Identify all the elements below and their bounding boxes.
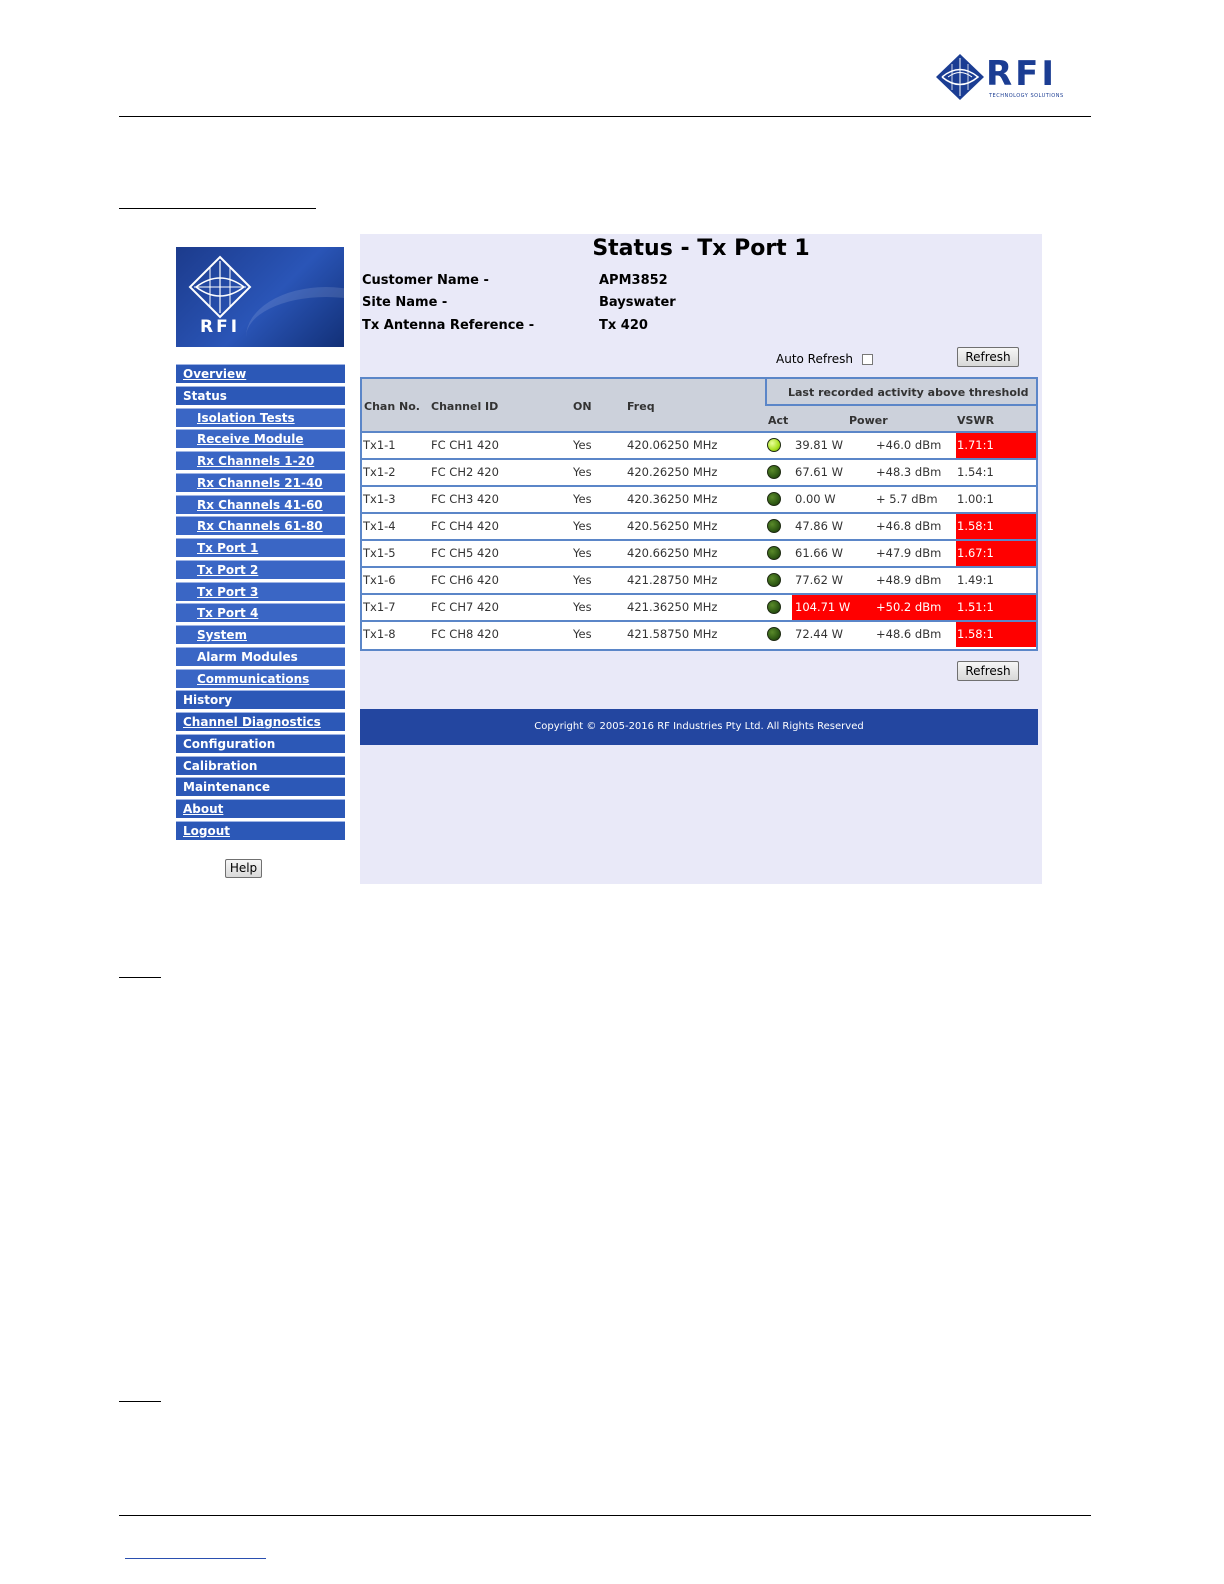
help-button[interactable]: Help bbox=[225, 859, 262, 878]
activity-led-icon bbox=[767, 492, 781, 506]
sidebar-item-communications[interactable] bbox=[176, 669, 345, 688]
sidebar-item-rx-channels-1-20[interactable] bbox=[176, 451, 345, 470]
sidebar-item-calibration[interactable] bbox=[176, 756, 345, 775]
cell-power-watts: 61.66 W bbox=[795, 546, 843, 560]
sidebar-item-maintenance[interactable] bbox=[176, 777, 345, 796]
cell-freq: 421.36250 MHz bbox=[627, 600, 718, 614]
cell-freq: 420.56250 MHz bbox=[627, 519, 718, 533]
rfi-diamond-icon bbox=[934, 52, 986, 102]
cell-freq: 421.28750 MHz bbox=[627, 573, 718, 587]
app-logo-text: RFI bbox=[200, 317, 241, 337]
status-panel bbox=[360, 234, 1042, 884]
table-row bbox=[362, 512, 1036, 539]
web-ui-screenshot bbox=[176, 234, 1042, 884]
antenna-diamond-icon bbox=[188, 255, 252, 319]
table-row bbox=[362, 485, 1036, 512]
sidebar-item-label: Rx Channels 41-60 bbox=[197, 497, 323, 512]
table-row bbox=[362, 458, 1036, 485]
cell-freq: 420.06250 MHz bbox=[627, 438, 718, 452]
table-row bbox=[362, 566, 1036, 593]
cell-channel-id: FC CH5 420 bbox=[431, 546, 499, 560]
cell-freq: 420.66250 MHz bbox=[627, 546, 718, 560]
cell-freq: 421.58750 MHz bbox=[627, 627, 718, 641]
sidebar-item-label: Maintenance bbox=[183, 780, 271, 795]
sidebar-item-label: Alarm Modules bbox=[197, 649, 298, 664]
cell-power-dbm: +47.9 dBm bbox=[876, 546, 942, 560]
sidebar-item-channel-diagnostics[interactable] bbox=[176, 712, 345, 731]
sidebar-item-label: Overview bbox=[183, 367, 247, 381]
antenna-reference-label: Tx Antenna Reference - bbox=[362, 318, 535, 333]
cell-channel-id: FC CH2 420 bbox=[431, 465, 499, 479]
col-chan-no: Chan No. bbox=[364, 400, 420, 413]
col-vswr: VSWR bbox=[957, 414, 995, 427]
header-rule bbox=[119, 116, 1091, 117]
cell-power-watts: 72.44 W bbox=[795, 627, 843, 641]
cell-chan-no: Tx1-5 bbox=[363, 546, 396, 560]
sidebar-item-rx-channels-41-60[interactable] bbox=[176, 495, 345, 514]
cell-vswr: 1.54:1 bbox=[957, 465, 994, 479]
refresh-button-bottom[interactable]: Refresh bbox=[957, 661, 1019, 681]
table-row bbox=[362, 431, 1036, 458]
col-channel-id: Channel ID bbox=[431, 400, 499, 413]
sidebar-item-rx-channels-21-40[interactable] bbox=[176, 473, 345, 492]
cell-vswr: 1.49:1 bbox=[957, 573, 994, 587]
sidebar-item-label: Tx Port 1 bbox=[197, 541, 259, 555]
table-header bbox=[362, 379, 1036, 431]
col-act: Act bbox=[768, 414, 789, 427]
site-name-value: Bayswater bbox=[599, 295, 676, 310]
cell-chan-no: Tx1-8 bbox=[363, 627, 396, 641]
sidebar-item-label: Logout bbox=[183, 823, 231, 838]
sidebar-item-label: System bbox=[197, 628, 247, 642]
cell-chan-no: Tx1-6 bbox=[363, 573, 396, 587]
sidebar-item-label: Receive Module bbox=[197, 432, 304, 447]
activity-led-icon bbox=[767, 519, 781, 533]
sidebar-item-history[interactable] bbox=[176, 690, 345, 709]
sidebar-item-label: About bbox=[183, 802, 224, 816]
cell-power-dbm: +48.3 dBm bbox=[876, 465, 942, 479]
cell-freq: 420.26250 MHz bbox=[627, 465, 718, 479]
col-on: ON bbox=[573, 400, 592, 413]
activity-led-icon bbox=[767, 600, 781, 614]
sidebar-item-tx-port-1[interactable] bbox=[176, 538, 345, 557]
cell-on: Yes bbox=[573, 573, 592, 587]
sidebar-item-label: Rx Channels 1-20 bbox=[197, 454, 315, 468]
cell-power-watts: 67.61 W bbox=[795, 465, 843, 479]
cell-channel-id: FC CH1 420 bbox=[431, 438, 499, 452]
activity-led-icon bbox=[767, 546, 781, 560]
cell-on: Yes bbox=[573, 465, 592, 479]
cell-power-dbm: +48.9 dBm bbox=[876, 573, 942, 587]
antenna-reference-value: Tx 420 bbox=[599, 318, 648, 333]
sidebar-item-label: Configuration bbox=[183, 736, 276, 751]
table-row bbox=[362, 539, 1036, 566]
cell-chan-no: Tx1-1 bbox=[363, 438, 396, 452]
rfi-app-logo bbox=[176, 247, 344, 347]
cell-chan-no: Tx1-2 bbox=[363, 465, 396, 479]
sidebar-item-tx-port-4[interactable] bbox=[176, 603, 345, 622]
cell-channel-id: FC CH8 420 bbox=[431, 627, 499, 641]
cell-power-dbm: +46.0 dBm bbox=[876, 438, 942, 452]
cell-power-watts: 39.81 W bbox=[795, 438, 843, 452]
sidebar-item-isolation-tests[interactable] bbox=[176, 408, 345, 427]
cell-on: Yes bbox=[573, 546, 592, 560]
sidebar-item-label: Communications bbox=[197, 671, 310, 686]
cell-chan-no: Tx1-4 bbox=[363, 519, 396, 533]
cell-on: Yes bbox=[573, 492, 592, 506]
sidebar-item-label: History bbox=[183, 693, 233, 708]
cell-power-dbm: + 5.7 dBm bbox=[876, 492, 938, 506]
cell-chan-no: Tx1-3 bbox=[363, 492, 396, 506]
cell-power-dbm: +46.8 dBm bbox=[876, 519, 942, 533]
footer-link-underline bbox=[125, 1558, 266, 1559]
cell-channel-id: FC CH4 420 bbox=[431, 519, 499, 533]
customer-name-value: APM3852 bbox=[599, 273, 668, 288]
note-underline bbox=[119, 977, 161, 978]
cell-on: Yes bbox=[573, 438, 592, 452]
cell-on: Yes bbox=[573, 627, 592, 641]
sidebar-item-logout[interactable] bbox=[176, 821, 345, 840]
sidebar-item-label: Rx Channels 21-40 bbox=[197, 475, 323, 490]
sidebar-item-receive-module[interactable] bbox=[176, 429, 345, 448]
cell-chan-no: Tx1-7 bbox=[363, 600, 396, 614]
sidebar-item-label: Tx Port 2 bbox=[197, 562, 259, 577]
cell-vswr: 1.58:1 bbox=[957, 519, 994, 533]
sidebar-item-system[interactable] bbox=[176, 625, 345, 644]
sidebar-item-label: Isolation Tests bbox=[197, 410, 295, 425]
cell-power-dbm: +48.6 dBm bbox=[876, 627, 942, 641]
sidebar-item-alarm-modules[interactable] bbox=[176, 647, 345, 666]
cell-power-dbm: +50.2 dBm bbox=[876, 600, 942, 614]
sidebar-item-label: Status bbox=[183, 388, 227, 403]
cell-on: Yes bbox=[573, 600, 592, 614]
cell-channel-id: FC CH6 420 bbox=[431, 573, 499, 587]
page-title: Status - Tx Port 1 bbox=[592, 236, 810, 261]
cell-channel-id: FC CH7 420 bbox=[431, 600, 499, 614]
cell-power-watts: 47.86 W bbox=[795, 519, 843, 533]
col-freq: Freq bbox=[627, 400, 655, 413]
sidebar-item-tx-port-2[interactable] bbox=[176, 560, 345, 579]
cell-power-watts: 104.71 W bbox=[795, 600, 851, 614]
copyright-text: Copyright © 2005-2016 RF Industries Pty Ltd. All Rights Reserved bbox=[534, 721, 864, 732]
sidebar-item-rx-channels-61-80[interactable] bbox=[176, 516, 345, 535]
sidebar-item-status[interactable] bbox=[176, 386, 345, 405]
cell-vswr: 1.51:1 bbox=[957, 600, 994, 614]
col-power: Power bbox=[849, 414, 888, 427]
cell-on: Yes bbox=[573, 519, 592, 533]
cell-channel-id: FC CH3 420 bbox=[431, 492, 499, 506]
activity-led-icon bbox=[767, 573, 781, 587]
sidebar-item-label: Rx Channels 61-80 bbox=[197, 519, 323, 534]
sidebar-item-overview[interactable] bbox=[176, 364, 345, 383]
sidebar-item-label: Tx Port 3 bbox=[197, 584, 259, 599]
table-row bbox=[362, 620, 1036, 647]
tx-channel-table bbox=[360, 377, 1038, 651]
activity-led-icon bbox=[767, 627, 781, 641]
col-group-activity: Last recorded activity above threshold bbox=[788, 386, 1029, 399]
sidebar-item-label: Tx Port 4 bbox=[197, 606, 259, 621]
cell-vswr: 1.58:1 bbox=[957, 627, 994, 641]
sidebar-item-label: Channel Diagnostics bbox=[183, 715, 321, 729]
table-row bbox=[362, 593, 1036, 620]
cell-vswr: 1.67:1 bbox=[957, 546, 994, 560]
auto-refresh-label: Auto Refresh bbox=[776, 352, 853, 366]
auto-refresh-checkbox[interactable] bbox=[862, 354, 873, 365]
brand-tagline: TECHNOLOGY SOLUTIONS bbox=[989, 93, 1064, 99]
cell-power-watts: 77.62 W bbox=[795, 573, 843, 587]
note-underline bbox=[119, 1401, 161, 1402]
sidebar-item-label: Calibration bbox=[183, 758, 258, 773]
cell-freq: 420.36250 MHz bbox=[627, 492, 718, 506]
sidebar-item-about[interactable] bbox=[176, 799, 345, 818]
activity-led-icon bbox=[767, 465, 781, 479]
brand-name: RFI bbox=[986, 54, 1058, 94]
activity-led-icon bbox=[767, 438, 781, 452]
sidebar-item-configuration[interactable] bbox=[176, 734, 345, 753]
site-name-label: Site Name - bbox=[362, 295, 448, 310]
refresh-button-top[interactable]: Refresh bbox=[957, 347, 1019, 367]
footer-rule bbox=[119, 1515, 1091, 1516]
customer-name-label: Customer Name - bbox=[362, 273, 489, 288]
cell-power-watts: 0.00 W bbox=[795, 492, 836, 506]
sidebar-item-tx-port-3[interactable] bbox=[176, 582, 345, 601]
section-heading-underline bbox=[119, 208, 316, 209]
copyright-footer bbox=[360, 709, 1038, 745]
cell-vswr: 1.00:1 bbox=[957, 492, 994, 506]
rfi-brand-logo bbox=[934, 52, 1074, 104]
cell-vswr: 1.71:1 bbox=[957, 438, 994, 452]
